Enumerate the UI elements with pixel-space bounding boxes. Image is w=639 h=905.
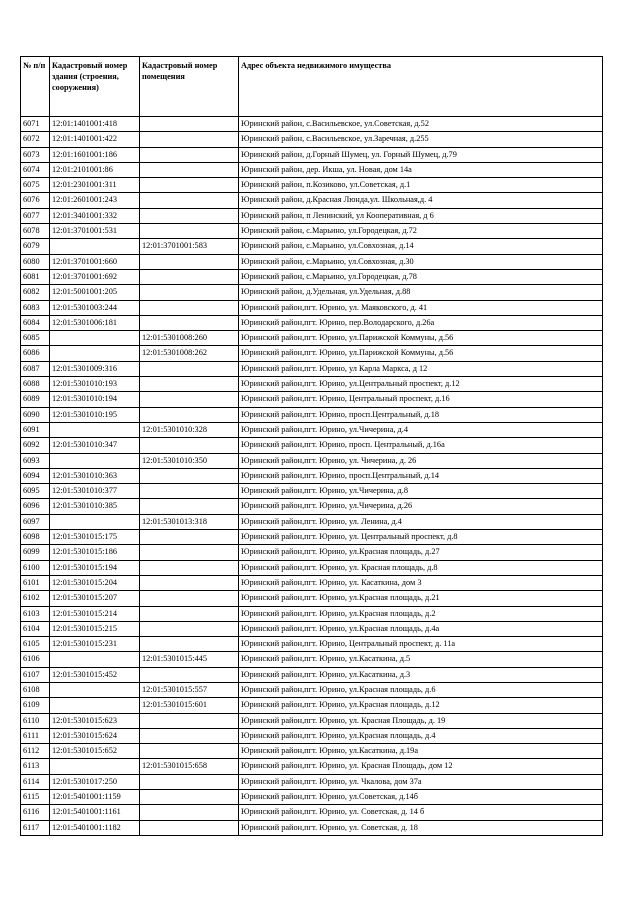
cell-room-cadastral xyxy=(140,499,239,514)
cell-building-cadastral xyxy=(50,453,140,468)
cell-num: 6077 xyxy=(21,208,50,223)
table-row xyxy=(21,254,603,269)
cell-building-cadastral xyxy=(50,422,140,437)
cell-room-cadastral xyxy=(140,285,239,300)
cell-address: Юринский район,пгт. Юрино, ул.Парижской Коммуны, д.56 xyxy=(239,346,603,361)
cell-room-cadastral xyxy=(140,132,239,147)
cell-address: Юринский район,пгт. Юрино, ул. Ленина, д.4 xyxy=(239,514,603,529)
cell-room-cadastral xyxy=(140,820,239,835)
cell-room-cadastral xyxy=(140,117,239,132)
cell-address: Юринский район,пгт. Юрино, пер.Володарского, д.26а xyxy=(239,315,603,330)
cell-building-cadastral: 12:01:5301010:193 xyxy=(50,377,140,392)
cell-num: 6084 xyxy=(21,315,50,330)
cell-address: Юринский район,пгт. Юрино, ул.Советская, д.14б xyxy=(239,790,603,805)
cell-num: 6106 xyxy=(21,652,50,667)
cell-building-cadastral: 12:01:1401001:422 xyxy=(50,132,140,147)
cell-building-cadastral: 12:01:5301015:624 xyxy=(50,728,140,743)
table-row xyxy=(21,774,603,789)
cell-room-cadastral xyxy=(140,530,239,545)
cell-address: Юринский район,пгт. Юрино, ул. Советская, д. 18 xyxy=(239,820,603,835)
table-row xyxy=(21,728,603,743)
table-row xyxy=(21,300,603,315)
cell-room-cadastral xyxy=(140,484,239,499)
cell-num: 6071 xyxy=(21,117,50,132)
cell-building-cadastral: 12:01:5301015:623 xyxy=(50,713,140,728)
table-row xyxy=(21,682,603,697)
cell-address: Юринский район, с.Васильевское, ул.Советская, д.52 xyxy=(239,117,603,132)
table-row xyxy=(21,315,603,330)
cell-building-cadastral: 12:01:5301010:377 xyxy=(50,484,140,499)
cell-building-cadastral: 12:01:5301015:175 xyxy=(50,530,140,545)
table-row xyxy=(21,285,603,300)
cell-address: Юринский район,пгт. Юрино, ул.Красная площадь, д.21 xyxy=(239,591,603,606)
cell-room-cadastral xyxy=(140,193,239,208)
cell-building-cadastral: 12:01:3401001:332 xyxy=(50,208,140,223)
cell-room-cadastral xyxy=(140,269,239,284)
table-row xyxy=(21,422,603,437)
cell-address: Юринский район, д.Удельная, ул.Удельная, д.88 xyxy=(239,285,603,300)
table-row xyxy=(21,407,603,422)
cell-address: Юринский район,пгт. Юрино, ул. Касаткина, дом 3 xyxy=(239,575,603,590)
cell-address: Юринский район,пгт. Юрино, ул.Касаткина, д.19а xyxy=(239,744,603,759)
cell-room-cadastral xyxy=(140,774,239,789)
cell-num: 6089 xyxy=(21,392,50,407)
cell-address: Юринский район,пгт. Юрино, ул. Чичерина, д. 26 xyxy=(239,453,603,468)
cell-address: Юринский район, с.Марьино, ул.Совхозная, д.30 xyxy=(239,254,603,269)
property-table xyxy=(20,56,603,836)
cell-num: 6098 xyxy=(21,530,50,545)
cell-num: 6117 xyxy=(21,820,50,835)
cell-building-cadastral xyxy=(50,682,140,697)
cell-num: 6097 xyxy=(21,514,50,529)
cell-building-cadastral: 12:01:5401001:1159 xyxy=(50,790,140,805)
cell-address: Юринский район,пгт. Юрино, ул Карла Маркса, д 12 xyxy=(239,361,603,376)
cell-num: 6094 xyxy=(21,468,50,483)
cell-room-cadastral xyxy=(140,545,239,560)
cell-room-cadastral xyxy=(140,790,239,805)
cell-address: Юринский район,пгт. Юрино, ул.Чичерина, д.26 xyxy=(239,499,603,514)
cell-building-cadastral: 12:01:5301015:204 xyxy=(50,575,140,590)
table-row xyxy=(21,331,603,346)
cell-address: Юринский район,пгт. Юрино, просп. Центральный, д.16а xyxy=(239,438,603,453)
cell-num: 6105 xyxy=(21,637,50,652)
cell-room-cadastral xyxy=(140,377,239,392)
table-row xyxy=(21,713,603,728)
header-num: № п/п xyxy=(21,57,50,117)
cell-room-cadastral xyxy=(140,438,239,453)
cell-room-cadastral xyxy=(140,315,239,330)
cell-num: 6115 xyxy=(21,790,50,805)
cell-room-cadastral xyxy=(140,392,239,407)
cell-room-cadastral: 12:01:5301015:557 xyxy=(140,682,239,697)
cell-num: 6114 xyxy=(21,774,50,789)
cell-num: 6095 xyxy=(21,484,50,499)
cell-room-cadastral xyxy=(140,805,239,820)
cell-num: 6074 xyxy=(21,162,50,177)
cell-building-cadastral: 12:01:5301010:194 xyxy=(50,392,140,407)
table-row xyxy=(21,147,603,162)
cell-address: Юринский район,пгт. Юрино, ул.Касаткина, д.5 xyxy=(239,652,603,667)
cell-num: 6085 xyxy=(21,331,50,346)
cell-num: 6116 xyxy=(21,805,50,820)
cell-building-cadastral: 12:01:5301006:181 xyxy=(50,315,140,330)
header-building-cadastral: Кадастровый номер здания (строения, сооружения) xyxy=(50,57,140,117)
cell-address: Юринский район,пгт. Юрино, ул.Чичерина, д.8 xyxy=(239,484,603,499)
cell-room-cadastral xyxy=(140,254,239,269)
cell-num: 6083 xyxy=(21,300,50,315)
cell-room-cadastral xyxy=(140,667,239,682)
cell-room-cadastral: 12:01:5301013:318 xyxy=(140,514,239,529)
table-row xyxy=(21,484,603,499)
cell-address: Юринский район, д.Горный Шумец, ул. Горный Шумец, д.79 xyxy=(239,147,603,162)
table-row xyxy=(21,117,603,132)
cell-address: Юринский район, с.Марьино, ул.Городецкая, д.72 xyxy=(239,224,603,239)
cell-address: Юринский район, п.Козиково, ул.Советская, д.1 xyxy=(239,178,603,193)
cell-address: Юринский район,пгт. Юрино, ул.Парижской Коммуны, д.56 xyxy=(239,331,603,346)
header-address: Адрес объекта недвижимого имущества xyxy=(239,57,603,117)
cell-building-cadastral: 12:01:5301009:316 xyxy=(50,361,140,376)
table-row xyxy=(21,560,603,575)
cell-num: 6079 xyxy=(21,239,50,254)
table-row xyxy=(21,361,603,376)
cell-address: Юринский район,пгт. Юрино, ул.Чичерина, д.4 xyxy=(239,422,603,437)
cell-num: 6091 xyxy=(21,422,50,437)
cell-num: 6102 xyxy=(21,591,50,606)
cell-address: Юринский район,пгт. Юрино, ул.Красная площадь, д.4а xyxy=(239,621,603,636)
table-row xyxy=(21,162,603,177)
cell-num: 6110 xyxy=(21,713,50,728)
cell-address: Юринский район, д.Красная Люнда,ул. Школьная,д. 4 xyxy=(239,193,603,208)
cell-num: 6093 xyxy=(21,453,50,468)
cell-building-cadastral xyxy=(50,346,140,361)
cell-num: 6087 xyxy=(21,361,50,376)
cell-address: Юринский район,пгт. Юрино, ул.Центральный проспект, д.12 xyxy=(239,377,603,392)
cell-address: Юринский район,пгт. Юрино, просп.Центральный, д.18 xyxy=(239,407,603,422)
cell-address: Юринский район,пгт. Юрино, ул. Маяковского, д. 41 xyxy=(239,300,603,315)
table-row xyxy=(21,468,603,483)
table-row xyxy=(21,239,603,254)
cell-num: 6075 xyxy=(21,178,50,193)
cell-building-cadastral: 12:01:1601001:186 xyxy=(50,147,140,162)
cell-building-cadastral: 12:01:5301010:347 xyxy=(50,438,140,453)
cell-room-cadastral: 12:01:5301015:601 xyxy=(140,698,239,713)
cell-building-cadastral xyxy=(50,652,140,667)
cell-address: Юринский район,пгт. Юрино, ул.Красная площадь, д.27 xyxy=(239,545,603,560)
table-row xyxy=(21,606,603,621)
cell-building-cadastral xyxy=(50,514,140,529)
table-row xyxy=(21,132,603,147)
table-row xyxy=(21,637,603,652)
table-row xyxy=(21,453,603,468)
cell-building-cadastral: 12:01:5001001:205 xyxy=(50,285,140,300)
cell-room-cadastral xyxy=(140,637,239,652)
cell-address: Юринский район,пгт. Юрино, ул. Красная Площадь, д. 19 xyxy=(239,713,603,728)
cell-building-cadastral: 12:01:2601001:243 xyxy=(50,193,140,208)
cell-num: 6108 xyxy=(21,682,50,697)
cell-room-cadastral: 12:01:5301008:260 xyxy=(140,331,239,346)
cell-building-cadastral: 12:01:5301015:186 xyxy=(50,545,140,560)
table-row xyxy=(21,208,603,223)
table-header-row xyxy=(21,57,603,117)
cell-room-cadastral xyxy=(140,560,239,575)
cell-building-cadastral xyxy=(50,331,140,346)
table-row xyxy=(21,591,603,606)
cell-num: 6090 xyxy=(21,407,50,422)
cell-num: 6113 xyxy=(21,759,50,774)
table-row xyxy=(21,530,603,545)
cell-building-cadastral: 12:01:5401001:1182 xyxy=(50,820,140,835)
table-row xyxy=(21,575,603,590)
cell-num: 6109 xyxy=(21,698,50,713)
cell-room-cadastral xyxy=(140,621,239,636)
header-room-cadastral: Кадастровый номер помещения xyxy=(140,57,239,117)
cell-num: 6104 xyxy=(21,621,50,636)
table-row xyxy=(21,499,603,514)
table-body xyxy=(21,117,603,836)
cell-num: 6099 xyxy=(21,545,50,560)
cell-num: 6088 xyxy=(21,377,50,392)
cell-num: 6096 xyxy=(21,499,50,514)
cell-building-cadastral xyxy=(50,239,140,254)
cell-building-cadastral: 12:01:5401001:1161 xyxy=(50,805,140,820)
table-row xyxy=(21,377,603,392)
cell-building-cadastral: 12:01:5301015:452 xyxy=(50,667,140,682)
cell-building-cadastral: 12:01:2101001:86 xyxy=(50,162,140,177)
table-row xyxy=(21,346,603,361)
cell-building-cadastral: 12:01:5301010:363 xyxy=(50,468,140,483)
cell-room-cadastral xyxy=(140,162,239,177)
cell-address: Юринский район, с.Васильевское, ул.Заречная, д.255 xyxy=(239,132,603,147)
cell-room-cadastral: 12:01:5301008:262 xyxy=(140,346,239,361)
cell-num: 6078 xyxy=(21,224,50,239)
cell-building-cadastral: 12:01:5301015:231 xyxy=(50,637,140,652)
cell-num: 6103 xyxy=(21,606,50,621)
table-row xyxy=(21,621,603,636)
cell-building-cadastral: 12:01:5301010:195 xyxy=(50,407,140,422)
cell-address: Юринский район, с.Марьино, ул.Совхозная, д.14 xyxy=(239,239,603,254)
table-row xyxy=(21,193,603,208)
cell-building-cadastral: 12:01:5301015:214 xyxy=(50,606,140,621)
cell-building-cadastral: 12:01:5301017:250 xyxy=(50,774,140,789)
table-row xyxy=(21,820,603,835)
cell-building-cadastral: 12:01:3701001:660 xyxy=(50,254,140,269)
cell-num: 6100 xyxy=(21,560,50,575)
cell-address: Юринский район,пгт. Юрино, ул. Красная Площадь, дом 12 xyxy=(239,759,603,774)
cell-room-cadastral xyxy=(140,713,239,728)
table-row xyxy=(21,805,603,820)
table-row xyxy=(21,269,603,284)
table-row xyxy=(21,438,603,453)
cell-room-cadastral: 12:01:5301015:445 xyxy=(140,652,239,667)
cell-num: 6072 xyxy=(21,132,50,147)
cell-num: 6082 xyxy=(21,285,50,300)
cell-building-cadastral: 12:01:1401001:418 xyxy=(50,117,140,132)
table-row xyxy=(21,744,603,759)
cell-room-cadastral: 12:01:5301010:350 xyxy=(140,453,239,468)
cell-room-cadastral xyxy=(140,224,239,239)
document-page xyxy=(20,56,603,836)
table-row xyxy=(21,224,603,239)
table-row xyxy=(21,698,603,713)
cell-address: Юринский район,пгт. Юрино, ул.Красная площадь, д.4 xyxy=(239,728,603,743)
cell-address: Юринский район,пгт. Юрино, ул. Советская, д. 14 б xyxy=(239,805,603,820)
cell-room-cadastral xyxy=(140,208,239,223)
cell-room-cadastral xyxy=(140,575,239,590)
cell-room-cadastral xyxy=(140,361,239,376)
cell-room-cadastral xyxy=(140,591,239,606)
cell-address: Юринский район,пгт. Юрино, ул. Центральный проспект, д.8 xyxy=(239,530,603,545)
cell-room-cadastral xyxy=(140,178,239,193)
cell-address: Юринский район,пгт. Юрино, ул.Красная площадь, д.6 xyxy=(239,682,603,697)
cell-address: Юринский район, дер. Икша, ул. Новая, дом 14а xyxy=(239,162,603,177)
cell-address: Юринский район, с.Марьино, ул.Городецкая, д.78 xyxy=(239,269,603,284)
cell-address: Юринский район,пгт. Юрино, ул.Красная площадь, д.2 xyxy=(239,606,603,621)
cell-address: Юринский район,пгт. Юрино, ул.Касаткина, д.3 xyxy=(239,667,603,682)
cell-num: 6092 xyxy=(21,438,50,453)
table-row xyxy=(21,545,603,560)
cell-building-cadastral: 12:01:5301010:385 xyxy=(50,499,140,514)
cell-room-cadastral xyxy=(140,407,239,422)
cell-address: Юринский район,пгт. Юрино, Центральный проспект, д. 11а xyxy=(239,637,603,652)
cell-building-cadastral: 12:01:5301015:194 xyxy=(50,560,140,575)
cell-address: Юринский район,пгт. Юрино, ул. Красная площадь, д.8 xyxy=(239,560,603,575)
cell-num: 6112 xyxy=(21,744,50,759)
cell-num: 6086 xyxy=(21,346,50,361)
table-row xyxy=(21,178,603,193)
cell-address: Юринский район,пгт. Юрино, Центральный проспект, д.16 xyxy=(239,392,603,407)
cell-address: Юринский район, п Ленинский, ул Кооперативная, д 6 xyxy=(239,208,603,223)
cell-num: 6076 xyxy=(21,193,50,208)
cell-room-cadastral: 12:01:5301010:328 xyxy=(140,422,239,437)
table-row xyxy=(21,392,603,407)
cell-num: 6073 xyxy=(21,147,50,162)
cell-room-cadastral: 12:01:3701001:583 xyxy=(140,239,239,254)
cell-room-cadastral xyxy=(140,744,239,759)
cell-room-cadastral xyxy=(140,147,239,162)
cell-address: Юринский район,пгт. Юрино, ул.Красная площадь, д.12 xyxy=(239,698,603,713)
cell-num: 6107 xyxy=(21,667,50,682)
cell-building-cadastral: 12:01:3701001:531 xyxy=(50,224,140,239)
table-row xyxy=(21,514,603,529)
cell-address: Юринский район,пгт. Юрино, просп.Центральный, д.14 xyxy=(239,468,603,483)
cell-building-cadastral: 12:01:5301015:652 xyxy=(50,744,140,759)
table-row xyxy=(21,790,603,805)
cell-room-cadastral xyxy=(140,606,239,621)
cell-building-cadastral: 12:01:5301003:244 xyxy=(50,300,140,315)
cell-room-cadastral xyxy=(140,300,239,315)
cell-room-cadastral: 12:01:5301015:658 xyxy=(140,759,239,774)
table-row xyxy=(21,759,603,774)
cell-num: 6080 xyxy=(21,254,50,269)
table-row xyxy=(21,667,603,682)
cell-num: 6081 xyxy=(21,269,50,284)
cell-building-cadastral xyxy=(50,759,140,774)
cell-room-cadastral xyxy=(140,468,239,483)
cell-num: 6111 xyxy=(21,728,50,743)
cell-building-cadastral xyxy=(50,698,140,713)
cell-address: Юринский район,пгт. Юрино, ул. Чкалова, дом 37а xyxy=(239,774,603,789)
cell-room-cadastral xyxy=(140,728,239,743)
cell-building-cadastral: 12:01:5301015:215 xyxy=(50,621,140,636)
cell-building-cadastral: 12:01:2301001:311 xyxy=(50,178,140,193)
table-row xyxy=(21,652,603,667)
cell-num: 6101 xyxy=(21,575,50,590)
cell-building-cadastral: 12:01:3701001:692 xyxy=(50,269,140,284)
cell-building-cadastral: 12:01:5301015:207 xyxy=(50,591,140,606)
